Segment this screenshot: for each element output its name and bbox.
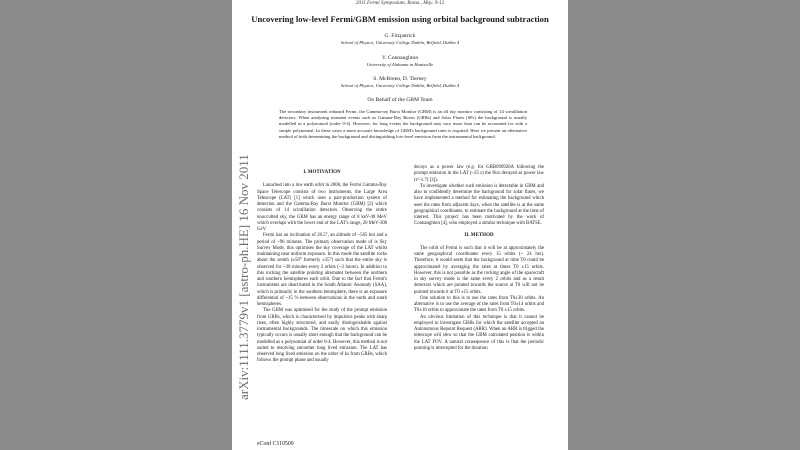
paragraph: To investigate whether such emission is detectable in GBM and also to confidently determine the background for solar flares, we have implemented a method for estimating the background which uses the rates from adjacent days, when the satellite is at the same geographical coordinates, to estimate the background at the time of interest. This project has been motivated by the work of Connaughton [4], who employed a similar technique with BATSE.	[414, 183, 544, 227]
author-1: G. Fitzpatrick	[384, 33, 416, 39]
paragraph: An obvious limitation of this technique is that it cannot be employed to investigate GRBs for which the satellite accepted an Autonomous Repoint Request (ARR). When an ARR is trigged the telescope will slew so that the GBM calculated position is within the LAT FOV. A natural consequence of this is that the periodic pointing is interrupted for the duration	[414, 314, 544, 351]
right-column	[414, 165, 544, 352]
paragraph: The GBM was optimised for the study of the prompt emission from GRBs, which is characterised by impulsive peaks with sharp rises, often highly structured, and easily distinguishable against instrumental backgrounds. The timescale on which this emission typically occurs is usually short enough that the background can be modelled as a polynomial of order 0-4. However, this method is not suited to resolving smoother long lived emission. The LAT has observed long lived emission on the order of ks from GRBs, which follows the prompt phase and usually	[257, 308, 387, 364]
conference-header: 2011 Fermi Symposium, Roma., May. 9-12	[355, 0, 445, 6]
affiliation-3: School of Physics, University College Dublin, Belfield, Dublin 4	[340, 83, 460, 88]
left-column	[257, 165, 387, 365]
section-heading-motivation: I. MOTIVATION	[303, 170, 341, 175]
affiliation-2: University of Alabama in Huntsville	[366, 62, 434, 67]
abstract: The secondary instrument onboard Fermi, the Gamma-ray Burst Monitor (GBM) is an all sky monitor consisting of 14 scintillation detectors. When analysing transient events such as Gamma-Ray Bursts (GRBs) and Solar Flares (SFs) the background is usually modelled as a polynomial (order 0-4). However, for long events the background may vary more than can be accounted for with a simple polynomial. In these cases a more accurate knowledge of GBM's background rates is required. Here we present an alternative method of both determining the background and distinguishing low-level emission from the instrumental background.	[279, 109, 527, 139]
on-behalf: On Behalf of the GBM Team	[367, 97, 433, 103]
section-heading-method: II. METHOD	[464, 232, 494, 238]
footer-econf: eConf C110509	[257, 441, 294, 447]
paper-title: Uncovering low-level Fermi/GBM emission using orbital background subtraction	[251, 14, 549, 24]
author-3: S. McBreen, D. Tierney	[373, 76, 427, 82]
author-2: V. Connaughton	[381, 55, 419, 61]
paragraph: The orbit of Fermi is such that it will be at approximately the same geographical coordinates every 15 orbits (~ 24 hrs). Therefore, it would seem that the background at time T0 could be approximated by averaging the rates at times T0 ±15 orbits. However, this is not possible as the rocking angle of the spacecraft in sky survey mode is the same every 2 orbits and as a result detectors which are pointed towards the source at T0 will not be pointed towards it at T0 ±15 orbits.	[414, 245, 544, 295]
arxiv-stamp: arXiv:1111.3779v1 [astro-ph.HE] 16 Nov 2011	[236, 154, 251, 400]
paragraph: One solution to this is to use the rates from T0±30 orbits. An alternative is to use the average of the rates from T0±14 orbits and T0±16 orbits to approximate the rates from T0 ±15 orbits.	[414, 295, 544, 314]
paper-page	[232, 0, 568, 450]
paragraph: Launched into a low earth orbit in 2008, the Fermi Gamma-Ray Space Telescope consists of two instruments, the Large Area Telescope (LAT) [1] which uses a pair-production system of detection and the Gamma-Ray Burst Monitor (GBM) [2] which consists of 14 scintillation detectors. Observing the entire unocculted sky, the GBM has an energy range of 8 keV-40 MeV which overlaps with the lower end of the LAT's range, 20 MeV-300 GeV.	[257, 183, 387, 232]
paragraph: Fermi has an inclination of 26.5°, an altitude of ~565 km and a period of ~96 minutes. The primary observation mode of is Sky Survey Mode, this optimises the sky coverage of the LAT whilst maintaining near uniform exposure. In this mode the satellite rocks about the zenith (±50° formerly ±35°) such that the entire sky is observed for ~30 minutes every 2 orbits (~3 hours). In addition to this rocking the satellite pointing alternates between the northern and southern hemispheres each orbit. Due to the fact that Fermi's instruments are deactivated in the South Atlantic Anomaly (SAA), which is primarily in the southern hemisphere, there is an exposure differential of ~15 % between observations in the north and south hemispheres.	[257, 233, 387, 307]
affiliation-1: School of Physics, University College Dublin, Belfield, Dublin 4	[340, 40, 460, 45]
paragraph: decays as a power law (e.g. for GRB090926A following the prompt emission in the LAT (~25 s) the flux decayed as power law (t^-1.7) [3]).	[414, 165, 544, 183]
